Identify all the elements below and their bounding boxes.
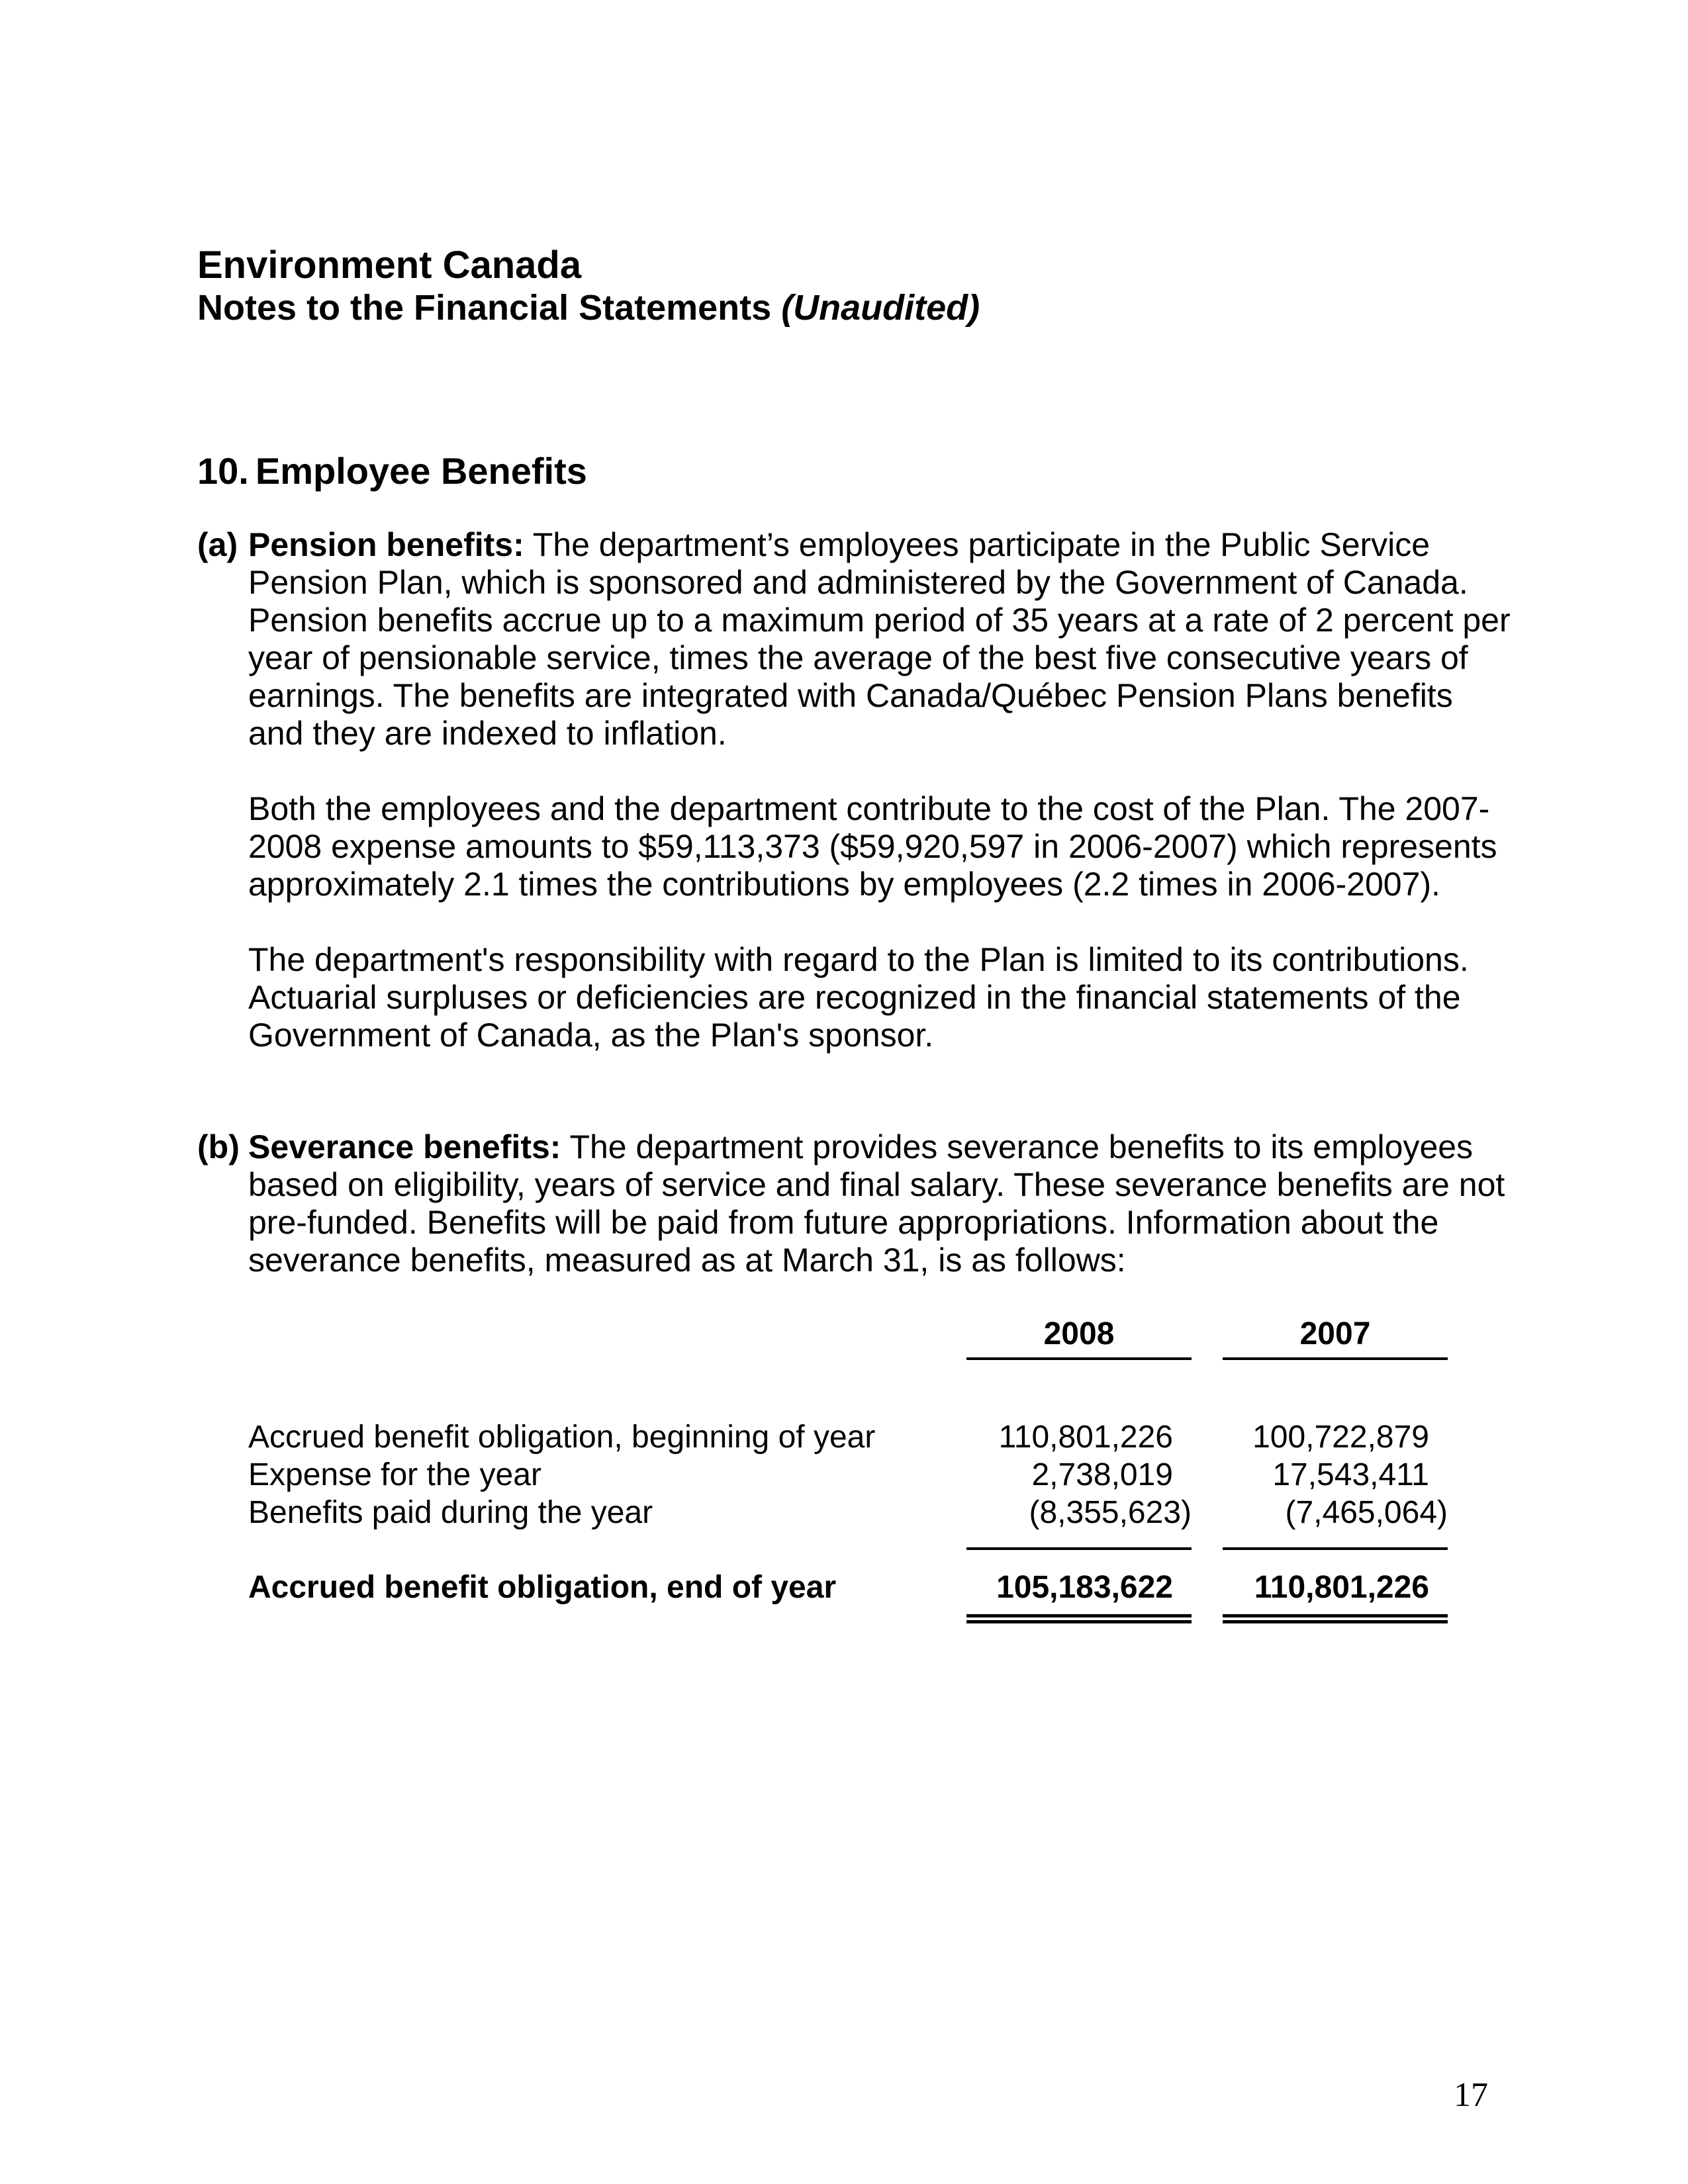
paragraph-plan-responsibility: The department's responsibility with regard to the Plan is limited to its contributions. Actuarial surpluses or deficiencies are recognized in the financial statements of the Government of Canada, as the Plan's sponsor. xyxy=(248,941,1469,1054)
total-amount-2008: 105,183,622 xyxy=(996,1570,1173,1605)
table-row xyxy=(248,1494,1511,1531)
amount-2008: 110,801,226 xyxy=(998,1420,1173,1455)
subtitle-unaudited: (Unaudited) xyxy=(781,288,980,328)
column-header-2008: 2008 xyxy=(966,1316,1192,1360)
amount-2007: (7,465,064) xyxy=(1285,1495,1448,1530)
paragraph-a-lead: Pension benefits: xyxy=(248,526,524,563)
severance-benefits-table xyxy=(248,1316,1511,1623)
table-header-row xyxy=(248,1316,1511,1360)
paragraph-a-body xyxy=(248,526,1511,752)
paragraph-b-label: (b) xyxy=(197,1128,240,1165)
paragraph-a-text: The department’s employees participate in the Public Service Pension Plan, which is sponsored and administered by the Government of Canada. Pension benefits accrue up to a maximum period of 35 years at a rate of 2 percent per year of pensionable service, times the average of the best five consecutive years of earnings. The benefits are integrated with Canada/Québec Pension Plans benefits and they are indexed to inflation. xyxy=(248,526,1511,752)
row-label: Expense for the year xyxy=(248,1457,541,1492)
total-double-rule-2008 xyxy=(966,1614,1192,1623)
paragraph-pension-benefits xyxy=(197,526,1511,752)
subtotal-rule-row xyxy=(248,1547,1511,1550)
section-heading xyxy=(197,451,1511,492)
amount-2007: 17,543,411 xyxy=(1272,1457,1429,1492)
amount-2008: 2,738,019 xyxy=(1031,1457,1173,1492)
section-title: Employee Benefits xyxy=(255,450,587,492)
paragraph-plan-contributions: Both the employees and the department contribute to the cost of the Plan. The 2007-2008 expense amounts to $59,113,373 ($59,920,597 in 2006-2007) which represents approximately 2.1 times the contributions by employees (2.2 times in 2006-2007). xyxy=(248,790,1497,903)
subtotal-rule-2008 xyxy=(966,1547,1192,1550)
page-title: Environment Canada xyxy=(197,244,582,287)
row-label: Benefits paid during the year xyxy=(248,1495,653,1530)
column-header-2007: 2007 xyxy=(1223,1316,1448,1360)
total-double-rule-row xyxy=(248,1614,1511,1623)
paragraph-b-text: The department provides severance benefits to its employees based on eligibility, years of service and final salary. These severance benefits are not pre-funded. Benefits will be paid from future appropriations. Information about the severance benefits, measured as at March 31, is as follows: xyxy=(248,1128,1505,1279)
paragraph-b-lead: Severance benefits: xyxy=(248,1128,561,1165)
table-total-row xyxy=(248,1569,1511,1606)
table-row xyxy=(248,1456,1511,1494)
table-row xyxy=(248,1418,1511,1456)
amount-2007: 100,722,879 xyxy=(1252,1420,1429,1455)
section-number: 10. xyxy=(197,450,249,492)
page-subtitle xyxy=(197,287,1511,328)
paragraph-severance-benefits xyxy=(197,1128,1511,1279)
total-double-rule-2007 xyxy=(1223,1614,1448,1623)
page-number: 17 xyxy=(1454,2076,1488,2114)
row-label: Accrued benefit obligation, beginning of year xyxy=(248,1420,876,1455)
paragraph-b-body xyxy=(248,1128,1511,1279)
paragraph-a-label: (a) xyxy=(197,526,238,563)
document-header xyxy=(197,244,1511,328)
subtitle-text: Notes to the Financial Statements xyxy=(197,288,772,328)
total-amount-2007: 110,801,226 xyxy=(1254,1570,1429,1605)
total-row-label: Accrued benefit obligation, end of year xyxy=(248,1570,837,1605)
amount-2008: (8,355,623) xyxy=(1029,1495,1192,1530)
subtotal-rule-2007 xyxy=(1223,1547,1448,1550)
page-content xyxy=(197,244,1511,1623)
